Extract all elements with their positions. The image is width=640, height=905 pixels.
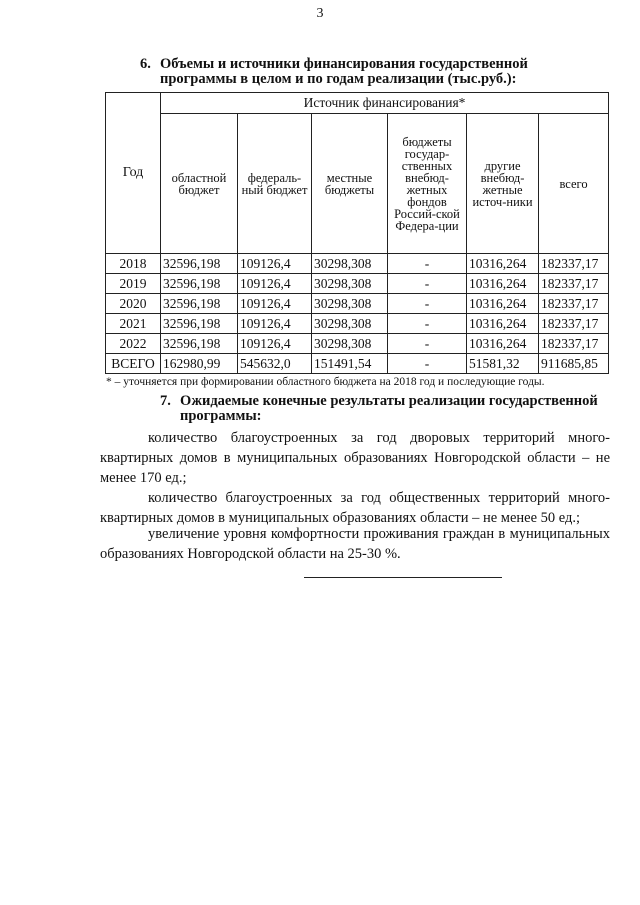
cell-year: 2018 xyxy=(106,254,161,274)
result-text: количество благоустроенных за год дворовых территорий много-квартирных домов в муниципальных образованиях Новгородской области – не менее 170 ед.; xyxy=(100,430,610,486)
cell-extrabudgetary: - xyxy=(388,334,467,354)
table-row xyxy=(106,274,609,294)
cell-other: 10316,264 xyxy=(467,254,539,274)
cell-other: 10316,264 xyxy=(467,274,539,294)
cell-year: 2022 xyxy=(106,334,161,354)
cell-federal: 545632,0 xyxy=(238,354,312,374)
cell-other: 10316,264 xyxy=(467,334,539,354)
header-total: всего xyxy=(539,114,609,254)
cell-year: 2021 xyxy=(106,314,161,334)
section-6-title-line2: программы в целом и по годам реализации (тыс.руб.): xyxy=(160,71,517,87)
cell-regional: 32596,198 xyxy=(161,334,238,354)
section-7-title-line2: программы: xyxy=(180,408,262,424)
cell-other: 10316,264 xyxy=(467,294,539,314)
result-text: количество благоустроенных за год общественных территорий много-квартирных домов в муниципальных образованиях области – не менее 50 ед.; xyxy=(100,490,610,526)
header-year: Год xyxy=(106,93,161,254)
cell-regional: 162980,99 xyxy=(161,354,238,374)
cell-regional: 32596,198 xyxy=(161,254,238,274)
cell-local: 151491,54 xyxy=(312,354,388,374)
table-footnote: * – уточняется при формировании областного бюджета на 2018 год и последующие годы. xyxy=(106,376,545,388)
cell-local: 30298,308 xyxy=(312,314,388,334)
cell-total: 911685,85 xyxy=(539,354,609,374)
cell-local: 30298,308 xyxy=(312,334,388,354)
header-federal-budget: федераль-ный бюджет xyxy=(238,114,312,254)
table-row xyxy=(106,254,609,274)
section-6-number: 6. xyxy=(140,56,151,72)
cell-federal: 109126,4 xyxy=(238,274,312,294)
cell-total: 182337,17 xyxy=(539,294,609,314)
cell-year: 2020 xyxy=(106,294,161,314)
section-7-title-line1: Ожидаемые конечные результаты реализации государственной xyxy=(180,393,598,409)
section-6-heading xyxy=(140,57,600,87)
cell-extrabudgetary: - xyxy=(388,294,467,314)
cell-federal: 109126,4 xyxy=(238,294,312,314)
result-paragraph xyxy=(100,428,610,488)
table-row xyxy=(106,314,609,334)
cell-total: 182337,17 xyxy=(539,314,609,334)
result-text: увеличение уровня комфортности проживания граждан в муниципальных образованиях Новгородской области на 25-30 %. xyxy=(100,526,610,562)
cell-total: 182337,17 xyxy=(539,334,609,354)
cell-other: 51581,32 xyxy=(467,354,539,374)
result-paragraph xyxy=(100,524,610,564)
cell-extrabudgetary: - xyxy=(388,254,467,274)
cell-extrabudgetary: - xyxy=(388,314,467,334)
cell-federal: 109126,4 xyxy=(238,254,312,274)
cell-local: 30298,308 xyxy=(312,274,388,294)
result-paragraph xyxy=(100,488,610,528)
table-row xyxy=(106,294,609,314)
cell-regional: 32596,198 xyxy=(161,314,238,334)
cell-federal: 109126,4 xyxy=(238,314,312,334)
section-7-heading xyxy=(160,394,610,424)
header-local-budgets: местные бюджеты xyxy=(312,114,388,254)
cell-year: ВСЕГО xyxy=(106,354,161,374)
financing-table xyxy=(105,92,609,374)
cell-local: 30298,308 xyxy=(312,254,388,274)
table-row xyxy=(106,334,609,354)
table-row-total xyxy=(106,354,609,374)
header-extrabudgetary-funds: бюджеты государ-ственных внебюд-жетных фондов Россий-ской Федера-ции xyxy=(388,114,467,254)
section-7-number: 7. xyxy=(160,393,171,409)
cell-regional: 32596,198 xyxy=(161,274,238,294)
cell-regional: 32596,198 xyxy=(161,294,238,314)
cell-other: 10316,264 xyxy=(467,314,539,334)
section-6-title-line1: Объемы и источники финансирования государственной xyxy=(160,56,528,72)
cell-extrabudgetary: - xyxy=(388,354,467,374)
header-regional-budget: областной бюджет xyxy=(161,114,238,254)
page-number: 3 xyxy=(316,6,324,21)
cell-total: 182337,17 xyxy=(539,274,609,294)
cell-total: 182337,17 xyxy=(539,254,609,274)
cell-extrabudgetary: - xyxy=(388,274,467,294)
header-other-sources: другие внебюд-жетные источ-ники xyxy=(467,114,539,254)
end-divider xyxy=(304,577,502,578)
header-funding-source: Источник финансирования* xyxy=(161,93,609,114)
cell-federal: 109126,4 xyxy=(238,334,312,354)
cell-local: 30298,308 xyxy=(312,294,388,314)
cell-year: 2019 xyxy=(106,274,161,294)
